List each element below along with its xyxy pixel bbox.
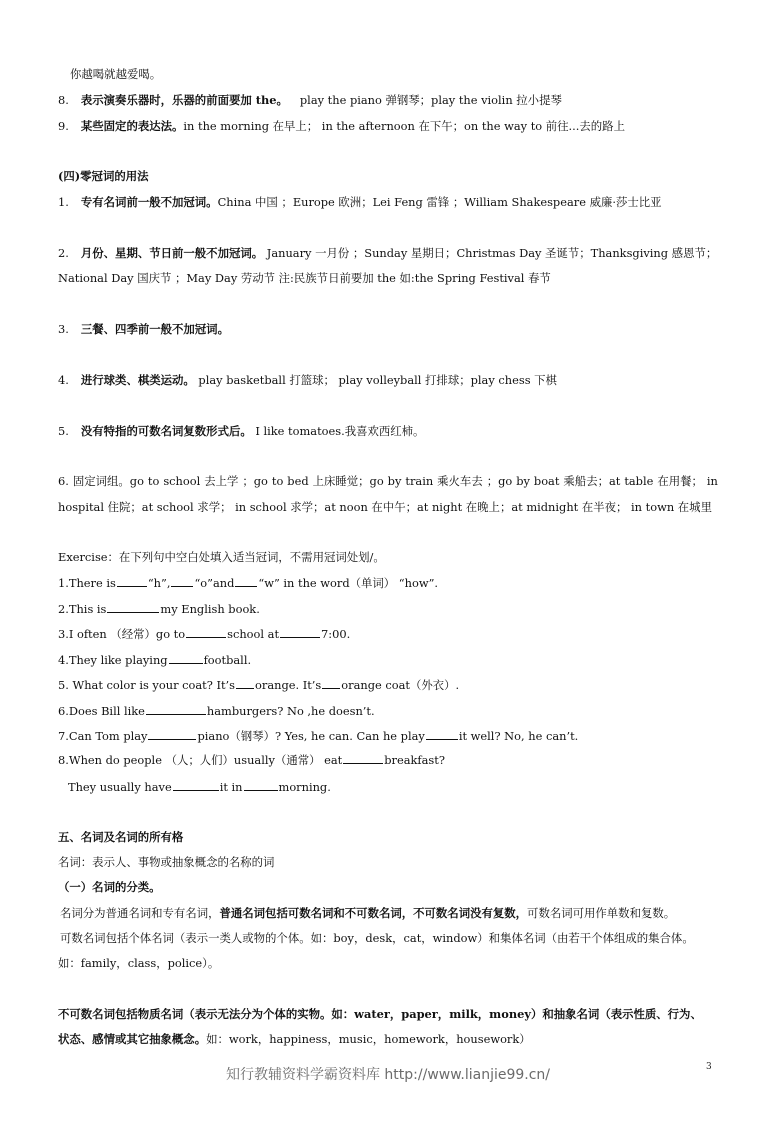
section-heading-nouns: 五、名词及名词的所有格 (58, 830, 184, 844)
exercise-q8-continued: They usually have it in morning. (68, 780, 331, 794)
answer-blank[interactable] (117, 575, 147, 587)
noun-definition: 名词：表示人、事物或抽象概念的名称的词 (58, 855, 275, 869)
answer-blank[interactable] (343, 752, 383, 764)
answer-blank[interactable] (169, 652, 203, 664)
answer-blank[interactable] (186, 626, 226, 638)
answer-blank[interactable] (171, 575, 193, 587)
footer-watermark: 知行教辅资料学霸资料库 http://www.lianjie99.cn/ (225, 1067, 551, 1083)
zero-rule-5: 5. 没有特指的可数名词复数形式后。 I like tomatoes.我喜欢西红柿。 (58, 424, 425, 438)
noun-paragraph-3: 如：family，class，police）。 (58, 956, 220, 970)
noun-paragraph-4: 不可数名词包括物质名词（表示无法分为个体的实物。如：water，paper，milk，money）和抽象名词（表示性质、行为、 (58, 1007, 702, 1021)
zero-rule-4: 4. 进行球类、棋类运动。 play basketball 打篮球； play volleyball 打排球；play chess 下棋 (58, 373, 557, 387)
text-line: 你越喝就越爱喝。 (70, 67, 162, 81)
answer-blank[interactable] (148, 728, 196, 740)
answer-blank[interactable] (280, 626, 320, 638)
answer-blank[interactable] (236, 677, 254, 689)
exercise-q1: 1.There is “h”, “o”and “w” in the word（单词） “how”. (58, 576, 439, 590)
exercise-q7: 7.Can Tom play piano（钢琴）? Yes, he can. Can he play it well? No, he can’t. (58, 729, 579, 743)
noun-paragraph-1: 名词分为普通名词和专有名词，普通名词包括可数名词和不可数名词，不可数名词没有复数，可数名词可用作单数和复数。 (60, 906, 676, 920)
answer-blank[interactable] (244, 779, 278, 791)
zero-rule-2-continued: National Day 国庆节 ；May Day 劳动节 注:民族节日前要加 the 如:the Spring Festival 春节 (58, 271, 551, 285)
exercise-q4: 4.They like playing football. (58, 653, 252, 667)
noun-paragraph-5: 状态、感情或其它抽象概念。如：work，happiness，music，homework，housework） (58, 1032, 531, 1046)
answer-blank[interactable] (107, 601, 159, 613)
answer-blank[interactable] (426, 728, 458, 740)
exercise-q8: 8.When do people （人；人们）usually（通常） eat breakfast? (58, 753, 445, 767)
answer-blank[interactable] (235, 575, 257, 587)
rule-item-8: 8. 表示演奏乐器时，乐器的前面要加 the。 play the piano 弹钢琴；play the violin 拉小提琴 (58, 93, 562, 107)
zero-rule-6-continued: hospital 住院；at school 求学； in school 求学；at noon 在中午；at night 在晚上；at midnight 在半夜； in town 在城里 (58, 500, 712, 514)
noun-paragraph-2: 可数名词包括个体名词（表示一类人或物的个体。如：boy，desk，cat，window）和集体名词（由若干个体组成的集合体。 (60, 931, 694, 945)
exercise-q6: 6.Does Bill like hamburgers? No ,he doesn’t. (58, 704, 375, 718)
exercise-q2: 2.This is my English book. (58, 602, 260, 616)
exercise-q5: 5. What color is your coat? It’s orange. It’s orange coat（外衣）. (58, 678, 460, 692)
answer-blank[interactable] (322, 677, 340, 689)
answer-blank[interactable] (146, 703, 206, 715)
section-heading-zero-article: (四)零冠词的用法 (58, 169, 149, 183)
zero-rule-3: 3. 三餐、四季前一般不加冠词。 (58, 322, 229, 336)
page-number: 3 (706, 1062, 712, 1072)
rule-item-9: 9. 某些固定的表达法。in the morning 在早上； in the afternoon 在下午；on the way to 前往...去的路上 (58, 119, 625, 133)
zero-rule-6: 6. 固定词组。go to school 去上学 ；go to bed 上床睡觉；go by train 乘火车去 ；go by boat 乘船去；at table 在用餐； in (58, 474, 718, 488)
zero-rule-2: 2. 月份、星期、节日前一般不加冠词。 January 一月份 ；Sunday 星期日；Christmas Day 圣诞节；Thanksgiving 感恩节； (58, 246, 718, 260)
exercise-intro: Exercise：在下列句中空白处填入适当冠词，不需用冠词处划/。 (58, 550, 385, 564)
answer-blank[interactable] (173, 779, 219, 791)
subsection-heading-classification: （一）名词的分类。 (58, 880, 161, 894)
zero-rule-1: 1. 专有名词前一般不加冠词。China 中国 ；Europe 欧洲；Lei Feng 雷锋 ；William Shakespeare 威廉·莎士比亚 (58, 195, 662, 209)
exercise-q3: 3.I often （经常）go to school at 7:00. (58, 627, 351, 641)
